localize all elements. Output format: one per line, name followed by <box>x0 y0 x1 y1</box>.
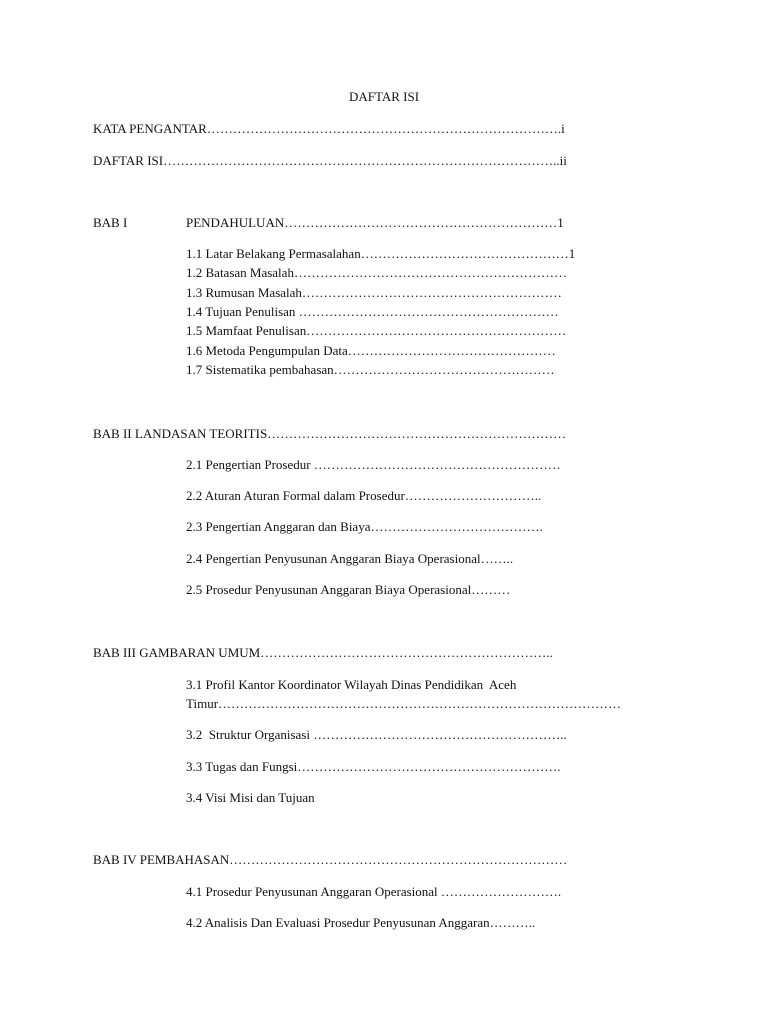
toc-subentry: 3.3 Tugas dan Fungsi……………………………………………………. <box>186 759 561 774</box>
toc-subentry: 1.6 Metoda Pengumpulan Data………………………………………… <box>186 343 556 358</box>
page-title: DAFTAR ISI <box>348 89 420 104</box>
toc-subentry: 3.2 Struktur Organisasi ………………………………………………….. <box>186 727 567 742</box>
toc-subentry: 2.4 Pengertian Penyusunan Anggaran Biaya Operasional…….. <box>186 551 514 566</box>
toc-subentry-continuation: Timur………………………………………………………………………………… <box>186 696 622 711</box>
toc-subentry: 4.2 Analisis Dan Evaluasi Prosedur Penyusunan Anggaran……….. <box>186 915 536 930</box>
toc-subentry: 1.1 Latar Belakang Permasalahan…………………………………………1 <box>186 246 576 261</box>
toc-subentry: 2.5 Prosedur Penyusunan Anggaran Biaya Operasional……… <box>186 582 511 597</box>
toc-entry-daftar-isi: DAFTAR ISI………………………………………………………………………………..ii <box>93 153 567 168</box>
toc-subentry: 3.4 Visi Misi dan Tujuan <box>186 790 315 805</box>
toc-chapter: BAB IV PEMBAHASAN…………………………………………………………………… <box>93 852 568 867</box>
toc-chapter: BAB III GAMBARAN UMUM………………………………………………………….. <box>93 645 553 660</box>
toc-subentry: 1.5 Mamfaat Penulisan…………………………………………………… <box>186 323 567 338</box>
toc-subentry: 1.4 Tujuan Penulisan …………………………………………………… <box>186 304 559 319</box>
toc-subentry: 2.3 Pengertian Anggaran dan Biaya…………………………………. <box>186 519 543 534</box>
toc-entry-kata-pengantar: KATA PENGANTAR……………………………………………………………………….i <box>93 121 565 136</box>
toc-subentry: 2.1 Pengertian Prosedur ………………………………………………… <box>186 457 561 472</box>
toc-subentry: 1.7 Sistematika pembahasan…………………………………………… <box>186 362 555 377</box>
toc-subentry: 2.2 Aturan Aturan Formal dalam Prosedur………………………….. <box>186 488 542 503</box>
toc-subentry: 1.3 Rumusan Masalah…………………………………………………… <box>186 285 562 300</box>
toc-subentry: 3.1 Profil Kantor Koordinator Wilayah Dinas Pendidikan Aceh <box>186 677 517 692</box>
toc-subentry: 1.2 Batasan Masalah……………………………………………………… <box>186 265 567 280</box>
toc-subentry: 4.1 Prosedur Penyusunan Anggaran Operasional ………………………. <box>186 884 562 899</box>
toc-chapter-title: PENDAHULUAN………………………………………………………1 <box>186 215 564 230</box>
toc-chapter-number: BAB I <box>93 215 128 230</box>
toc-chapter: BAB II LANDASAN TEORITIS…………………………………………………………… <box>93 426 567 441</box>
